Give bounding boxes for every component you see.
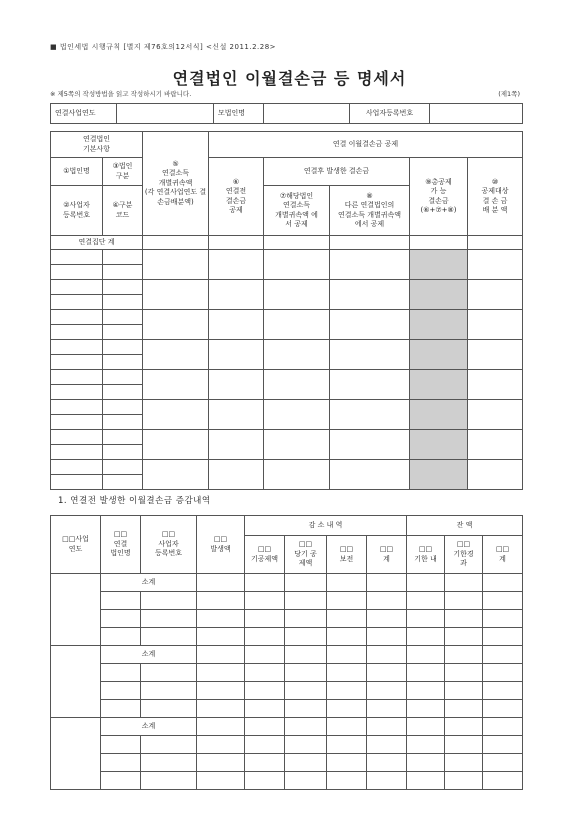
cell[interactable] xyxy=(367,754,407,772)
cell[interactable] xyxy=(445,754,483,772)
c4-text: ④구분 코드 xyxy=(112,201,133,219)
cell[interactable] xyxy=(209,236,264,250)
cell[interactable] xyxy=(407,592,445,610)
cell[interactable] xyxy=(264,310,330,340)
cell[interactable] xyxy=(209,400,264,430)
year-field[interactable] xyxy=(117,104,214,124)
cell[interactable] xyxy=(51,430,103,445)
cell[interactable] xyxy=(51,370,103,385)
decrease-header: 감 소 내 역 xyxy=(245,516,407,536)
c5-text: ⑤ 연결소득 개별귀속액 (각 연결사업연도 결 손금배분액) xyxy=(144,159,207,206)
cell[interactable] xyxy=(327,772,367,790)
cell[interactable] xyxy=(101,700,141,718)
cell[interactable] xyxy=(141,682,197,700)
cell[interactable] xyxy=(197,682,245,700)
cell[interactable] xyxy=(197,772,245,790)
table-row xyxy=(51,592,523,610)
c1-text: ①법인명 xyxy=(63,166,90,175)
d2-header xyxy=(285,536,327,574)
b3-header xyxy=(483,536,523,574)
c8-header xyxy=(330,186,410,236)
cell[interactable] xyxy=(141,592,197,610)
subtotal-row xyxy=(51,646,523,664)
cell[interactable] xyxy=(51,445,103,460)
c2-text: ②사업자 등록번호 xyxy=(62,201,91,219)
subtotal-label: 소계 xyxy=(101,574,197,592)
cell[interactable] xyxy=(330,280,410,310)
cell[interactable] xyxy=(445,736,483,754)
table-row xyxy=(51,370,523,385)
cell[interactable] xyxy=(197,664,245,682)
cell[interactable] xyxy=(51,355,103,370)
cell[interactable] xyxy=(468,370,523,400)
cell[interactable] xyxy=(101,592,141,610)
after-header: 연결후 발생한 결손금 xyxy=(264,158,410,186)
cell[interactable] xyxy=(245,628,285,646)
cell[interactable] xyxy=(51,265,103,280)
cell[interactable] xyxy=(264,460,330,490)
cell[interactable] xyxy=(51,340,103,355)
cell[interactable] xyxy=(103,400,143,415)
cell[interactable] xyxy=(285,664,327,682)
cell[interactable] xyxy=(410,236,468,250)
cell[interactable] xyxy=(103,265,143,280)
section-1-title: 1. 연결전 발생한 이월결손금 증감내역 xyxy=(58,496,211,506)
cell[interactable] xyxy=(197,754,245,772)
total-label: 연결집단 계 xyxy=(51,236,143,250)
cell[interactable] xyxy=(245,718,285,736)
cell[interactable] xyxy=(330,310,410,340)
cell[interactable] xyxy=(51,250,103,265)
cell[interactable] xyxy=(407,646,445,664)
cell[interactable] xyxy=(445,592,483,610)
cell[interactable] xyxy=(143,310,209,340)
cell[interactable] xyxy=(367,610,407,628)
shaded-cell xyxy=(410,280,468,310)
history-table xyxy=(50,515,523,790)
c5-header xyxy=(143,132,209,236)
subtotal-row xyxy=(51,574,523,592)
cell[interactable] xyxy=(197,592,245,610)
corp-text: □□ 연결 법인명 xyxy=(110,530,131,558)
cell[interactable] xyxy=(103,430,143,445)
cell[interactable] xyxy=(103,280,143,295)
cell[interactable] xyxy=(143,400,209,430)
cell[interactable] xyxy=(468,310,523,340)
cell[interactable] xyxy=(143,250,209,280)
cell[interactable] xyxy=(285,646,327,664)
cell[interactable] xyxy=(407,772,445,790)
cell[interactable] xyxy=(285,574,327,592)
cell[interactable] xyxy=(143,370,209,400)
cell[interactable] xyxy=(327,628,367,646)
c2-header xyxy=(51,186,103,236)
cell[interactable] xyxy=(327,754,367,772)
cell[interactable] xyxy=(103,355,143,370)
cell[interactable] xyxy=(209,340,264,370)
table-row xyxy=(51,700,523,718)
d3-text: □□ 보전 xyxy=(339,545,354,563)
d3-header xyxy=(327,536,367,574)
table-row xyxy=(51,664,523,682)
b2-header xyxy=(445,536,483,574)
cell[interactable] xyxy=(483,700,523,718)
cell[interactable] xyxy=(445,682,483,700)
cell[interactable] xyxy=(327,700,367,718)
instruction-note: ※ 제5쪽의 작성방법을 읽고 작성하시기 바랍니다. xyxy=(50,90,192,98)
cell[interactable] xyxy=(327,610,367,628)
cell[interactable] xyxy=(327,736,367,754)
cell[interactable] xyxy=(51,280,103,295)
total-row xyxy=(51,236,523,250)
cell[interactable] xyxy=(209,370,264,400)
cell[interactable] xyxy=(367,772,407,790)
cell[interactable] xyxy=(407,700,445,718)
basic-text: 연결법인 기본사항 xyxy=(82,135,111,153)
d1-text: □□ 기공제액 xyxy=(250,545,279,563)
cell[interactable] xyxy=(468,236,523,250)
cell[interactable] xyxy=(197,718,245,736)
cell[interactable] xyxy=(103,415,143,430)
shaded-cell xyxy=(410,460,468,490)
shaded-cell xyxy=(410,310,468,340)
cell[interactable] xyxy=(245,736,285,754)
d2-text: □□ 당기 공 제액 xyxy=(294,540,317,568)
year-cell[interactable] xyxy=(51,574,101,646)
cell[interactable] xyxy=(101,664,141,682)
cell[interactable] xyxy=(245,754,285,772)
cell[interactable] xyxy=(141,736,197,754)
table-row xyxy=(51,682,523,700)
cell[interactable] xyxy=(143,430,209,460)
c9-header xyxy=(410,158,468,236)
cell[interactable] xyxy=(51,475,103,490)
cell[interactable] xyxy=(483,772,523,790)
cell[interactable] xyxy=(367,682,407,700)
cell[interactable] xyxy=(197,700,245,718)
cell[interactable] xyxy=(141,754,197,772)
table-row xyxy=(51,736,523,754)
year-cell[interactable] xyxy=(51,718,101,790)
table-row xyxy=(51,340,523,355)
cell[interactable] xyxy=(141,772,197,790)
cell[interactable] xyxy=(367,664,407,682)
shaded-cell xyxy=(410,340,468,370)
bizno-field[interactable] xyxy=(430,104,523,124)
cell[interactable] xyxy=(141,700,197,718)
cell[interactable] xyxy=(468,280,523,310)
cell[interactable] xyxy=(103,385,143,400)
c3-header xyxy=(103,158,143,186)
corp-header xyxy=(101,516,141,574)
table-row xyxy=(51,772,523,790)
cell[interactable] xyxy=(141,610,197,628)
cell[interactable] xyxy=(285,736,327,754)
cell[interactable] xyxy=(445,718,483,736)
info-table xyxy=(50,103,523,124)
cell[interactable] xyxy=(209,280,264,310)
table-row xyxy=(51,400,523,415)
c10-text: ⑩ 공제대상 결 손 금 배 분 액 xyxy=(481,177,509,214)
cell[interactable] xyxy=(51,460,103,475)
c8-text: ⑧ 다른 연결법인의 연결소득 개별귀속액 에서 공제 xyxy=(337,191,402,228)
cell[interactable] xyxy=(143,460,209,490)
b1-text: □□ 기한 내 xyxy=(414,545,437,563)
cell[interactable] xyxy=(103,310,143,325)
cell[interactable] xyxy=(141,664,197,682)
cell[interactable] xyxy=(367,700,407,718)
d1-header xyxy=(245,536,285,574)
cell[interactable] xyxy=(330,370,410,400)
cell[interactable] xyxy=(468,250,523,280)
cell[interactable] xyxy=(285,682,327,700)
cell[interactable] xyxy=(327,718,367,736)
cell[interactable] xyxy=(367,646,407,664)
bizno-label: 사업자등록번호 xyxy=(350,104,430,124)
cell[interactable] xyxy=(103,250,143,265)
shaded-cell xyxy=(410,250,468,280)
cell[interactable] xyxy=(285,700,327,718)
cell[interactable] xyxy=(330,250,410,280)
basic-header xyxy=(51,132,143,158)
cell[interactable] xyxy=(51,385,103,400)
cell[interactable] xyxy=(367,592,407,610)
c10-header xyxy=(468,158,523,236)
cell[interactable] xyxy=(51,325,103,340)
cell[interactable] xyxy=(103,475,143,490)
cell[interactable] xyxy=(103,445,143,460)
cell[interactable] xyxy=(407,682,445,700)
cell[interactable] xyxy=(197,646,245,664)
cell[interactable] xyxy=(197,610,245,628)
cell[interactable] xyxy=(51,400,103,415)
cell[interactable] xyxy=(330,236,410,250)
cell[interactable] xyxy=(483,736,523,754)
table-row xyxy=(51,280,523,295)
d4-text: □□ 계 xyxy=(379,545,394,563)
balance-header: 잔 액 xyxy=(407,516,523,536)
cell[interactable] xyxy=(483,592,523,610)
cell[interactable] xyxy=(367,574,407,592)
cell[interactable] xyxy=(407,574,445,592)
cell[interactable] xyxy=(51,295,103,310)
c6-header xyxy=(209,158,264,236)
cell[interactable] xyxy=(245,700,285,718)
cell[interactable] xyxy=(330,400,410,430)
cell[interactable] xyxy=(245,592,285,610)
cell[interactable] xyxy=(483,754,523,772)
cell[interactable] xyxy=(264,236,330,250)
cell[interactable] xyxy=(103,295,143,310)
cell[interactable] xyxy=(103,370,143,385)
cell[interactable] xyxy=(327,682,367,700)
shaded-cell xyxy=(410,430,468,460)
cell[interactable] xyxy=(245,574,285,592)
cell[interactable] xyxy=(51,415,103,430)
page-title: 연결법인 이월결손금 등 명세서 xyxy=(172,69,407,88)
cell[interactable] xyxy=(445,574,483,592)
cell[interactable] xyxy=(264,370,330,400)
cell[interactable] xyxy=(468,460,523,490)
cell[interactable] xyxy=(367,736,407,754)
c7-header xyxy=(264,186,330,236)
cell[interactable] xyxy=(197,574,245,592)
cell[interactable] xyxy=(327,664,367,682)
cell[interactable] xyxy=(285,628,327,646)
b2-text: □□ 기한경 과 xyxy=(453,540,474,568)
c4-header xyxy=(103,186,143,236)
subtotal-label: 소계 xyxy=(101,718,197,736)
cell[interactable] xyxy=(264,340,330,370)
cell[interactable] xyxy=(285,718,327,736)
cell[interactable] xyxy=(101,736,141,754)
cell[interactable] xyxy=(101,682,141,700)
cell[interactable] xyxy=(51,310,103,325)
cell[interactable] xyxy=(483,682,523,700)
biz-header xyxy=(141,516,197,574)
cell[interactable] xyxy=(197,628,245,646)
b3-text: □□ 계 xyxy=(495,545,510,563)
cell[interactable] xyxy=(103,340,143,355)
cell[interactable] xyxy=(483,646,523,664)
cell[interactable] xyxy=(367,628,407,646)
cell[interactable] xyxy=(101,754,141,772)
cell[interactable] xyxy=(483,718,523,736)
occ-header xyxy=(197,516,245,574)
cell[interactable] xyxy=(445,628,483,646)
cell[interactable] xyxy=(101,610,141,628)
deduction-header: 연결 이월결손금 공제 xyxy=(209,132,523,158)
cell[interactable] xyxy=(483,610,523,628)
cell[interactable] xyxy=(264,430,330,460)
table-row xyxy=(51,250,523,265)
deduction-table xyxy=(50,131,523,490)
c1-header xyxy=(51,158,103,186)
page-number: (제1쪽) xyxy=(498,90,520,98)
cell[interactable] xyxy=(330,430,410,460)
shaded-cell xyxy=(410,400,468,430)
cell[interactable] xyxy=(285,610,327,628)
cell[interactable] xyxy=(327,592,367,610)
cell[interactable] xyxy=(103,325,143,340)
year-cell[interactable] xyxy=(51,646,101,718)
table-row xyxy=(51,310,523,325)
cell[interactable] xyxy=(245,664,285,682)
cell[interactable] xyxy=(264,250,330,280)
cell[interactable] xyxy=(445,664,483,682)
cell[interactable] xyxy=(245,610,285,628)
cell[interactable] xyxy=(330,460,410,490)
cell[interactable] xyxy=(407,610,445,628)
d4-header xyxy=(367,536,407,574)
table-row xyxy=(51,628,523,646)
table-row xyxy=(51,610,523,628)
cell[interactable] xyxy=(101,628,141,646)
cell[interactable] xyxy=(445,610,483,628)
cell[interactable] xyxy=(407,736,445,754)
table-row xyxy=(51,754,523,772)
cell[interactable] xyxy=(209,310,264,340)
cell[interactable] xyxy=(445,646,483,664)
cell[interactable] xyxy=(407,628,445,646)
cell[interactable] xyxy=(327,574,367,592)
cell[interactable] xyxy=(103,460,143,475)
cell[interactable] xyxy=(330,340,410,370)
cell[interactable] xyxy=(327,646,367,664)
shaded-cell xyxy=(410,370,468,400)
year-label: 연결사업연도 xyxy=(51,104,117,124)
form-header: ■ 법인세법 시행규칙 [별지 제76호의12서식] <신설 2011.2.28> xyxy=(50,43,277,51)
cell[interactable] xyxy=(264,400,330,430)
cell[interactable] xyxy=(264,280,330,310)
cell[interactable] xyxy=(245,646,285,664)
parent-label: 모법인명 xyxy=(214,104,264,124)
cell[interactable] xyxy=(468,340,523,370)
cell[interactable] xyxy=(483,664,523,682)
cell[interactable] xyxy=(483,574,523,592)
year-header xyxy=(51,516,101,574)
cell[interactable] xyxy=(407,754,445,772)
c9-text: ⑨총공제 가 능 결손금 (⑥+⑦+⑧) xyxy=(420,177,457,214)
cell[interactable] xyxy=(143,236,209,250)
cell[interactable] xyxy=(407,664,445,682)
table-row xyxy=(51,460,523,475)
cell[interactable] xyxy=(209,430,264,460)
cell[interactable] xyxy=(245,682,285,700)
c6-text: ⑥ 연결전 결손금 공제 xyxy=(225,177,247,214)
b1-header xyxy=(407,536,445,574)
occ-text: □□ 발생액 xyxy=(210,535,231,553)
parent-field[interactable] xyxy=(264,104,350,124)
cell[interactable] xyxy=(483,628,523,646)
cell[interactable] xyxy=(445,772,483,790)
cell[interactable] xyxy=(468,430,523,460)
year-text: □□사업 연도 xyxy=(62,535,89,553)
cell[interactable] xyxy=(407,718,445,736)
cell[interactable] xyxy=(143,340,209,370)
cell[interactable] xyxy=(285,592,327,610)
cell[interactable] xyxy=(141,628,197,646)
cell[interactable] xyxy=(143,280,209,310)
c3-text: ③법인 구분 xyxy=(112,162,133,180)
c7-text: ⑦해당법인 연결소득 개별귀속액 에 서 공제 xyxy=(275,191,318,228)
cell[interactable] xyxy=(209,460,264,490)
cell[interactable] xyxy=(209,250,264,280)
subtotal-row xyxy=(51,718,523,736)
cell[interactable] xyxy=(468,400,523,430)
biz-text: □□ 사업자 등록번호 xyxy=(154,530,183,558)
cell[interactable] xyxy=(197,736,245,754)
cell[interactable] xyxy=(367,718,407,736)
cell[interactable] xyxy=(245,772,285,790)
table-row xyxy=(51,430,523,445)
cell[interactable] xyxy=(101,772,141,790)
cell[interactable] xyxy=(445,700,483,718)
cell[interactable] xyxy=(285,772,327,790)
subtotal-label: 소계 xyxy=(101,646,197,664)
cell[interactable] xyxy=(285,754,327,772)
